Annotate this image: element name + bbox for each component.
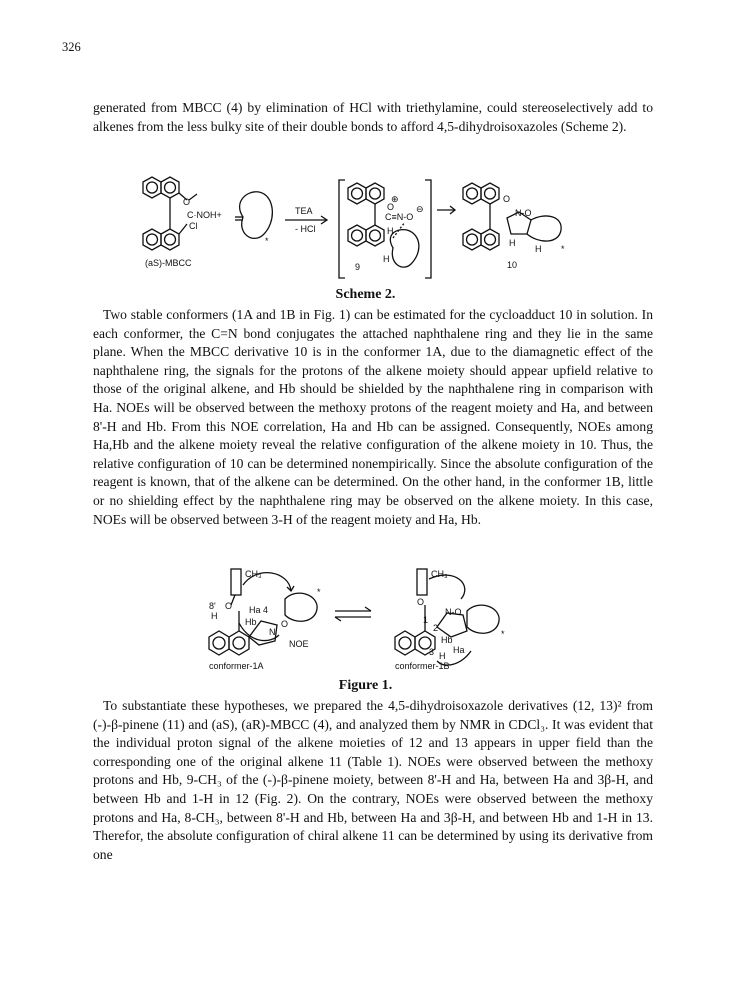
paragraph-3-text: To substantiate these hypotheses, we prepared the 4,5-dihydroisoxazole derivatives (12, 13)² from (-)-β-pinene (11) and (aS), (aR)-MBCC (4), and analyzed them by NMR in CDCl₃. It was evident that the individual proton signal of the alkene moieties of 12 and 13 appears in upper field than the corresponding one of the original alkene 11 (Table 1). NOEs were observed between the methoxy protons and Hb, 9-CH₃ of the (-)-β-pinene moiety, between 8'-H and Ha, between Ha and 3β-H, and between Hb and 1-H in 12 (Fig. 2). On the contrary, NOEs were observed between the methoxy protons and Ha, 8-CH₃, between 8'-H and Hb, between Ha and 3β-H, and between Hb and 1-H in 13. Therefor, the absolute configuration of chiral alkene 11 can be determined by using its derivative from one bbox=[93, 698, 653, 862]
scheme-noh: C·NOH+ bbox=[187, 210, 222, 220]
scheme-star-10: * bbox=[561, 244, 565, 254]
fig-o-a: O bbox=[225, 601, 233, 611]
fig-conformer-a: conformer-1A bbox=[209, 661, 264, 671]
scheme-cl: Cl bbox=[189, 221, 198, 231]
fig-ha-b: Ha bbox=[453, 645, 465, 655]
scheme-2-diagram bbox=[135, 172, 595, 284]
fig-o-b: O bbox=[417, 597, 425, 607]
fig-two: 2 bbox=[433, 623, 439, 633]
scheme-no-ring: N-O bbox=[515, 208, 532, 218]
scheme-h-a: H bbox=[387, 226, 394, 236]
fig-star-a: * bbox=[317, 587, 321, 597]
scheme-plus: ⊕ bbox=[391, 194, 399, 204]
fig-ch3-b: CH₃ bbox=[431, 569, 448, 579]
page-number: 326 bbox=[62, 40, 81, 54]
reagent-lower-naphthalene bbox=[143, 229, 179, 250]
fig-hb-b: Hb bbox=[441, 635, 453, 645]
scheme-tea: TEA bbox=[295, 206, 313, 216]
paragraph-2-text: Two stable conformers (1A and 1B in Fig. 1) can be estimated for the cycloadduct 10 in solution. In each conformer, the C=N bond conjugates the attached naphthalene ring and they lie in the same plane. When the MBCC derivative 10 is in the conformer 1A, due to the diamagnetic effect of the naphthalene ring, the signals for the protons of the alkene moiety should appear upfield relative to those of the original alkene, and Hb should be shielded by the naphthalene ring in comparison with Ha. NOEs will be observed between the methoxy protons of the reagent moiety and Ha, and between 8'-H and Hb. From this NOE correlation, Ha and Hb can be assigned. Consequently, NOEs among Ha,Hb and the alkene moiety reveal the relative configuration of the alkene moiety in 10. Thus, the relative configuration of 10 can be determined nonempirically. Since the absolute configuration of the reagent is known, that of the alkene can be determined. On the other hand, in the conformer 1B, little or no shielding effect by the naphthalene ring may be observed on the alkene moiety. In this case, NOEs will be observed between 3-H of the reagent moiety and Ha, Hb. bbox=[93, 307, 653, 527]
figure-caption: Figure 1. bbox=[338, 678, 393, 693]
fig-n-a: N bbox=[269, 627, 276, 637]
fig-conformer-b: conformer-1B bbox=[395, 661, 450, 671]
scheme-o3: O bbox=[503, 194, 511, 204]
scheme-minus: ⊖ bbox=[416, 204, 424, 214]
scheme-h-b: H bbox=[383, 254, 390, 264]
fig-h3: H bbox=[439, 651, 446, 661]
fig-h8: H bbox=[211, 611, 218, 621]
fig-eight-prime: 8' bbox=[209, 601, 216, 611]
fig-ha-a: Ha bbox=[249, 605, 261, 615]
figure-1-diagram bbox=[205, 565, 535, 675]
scheme-nitrile-oxide: C≡N-O bbox=[385, 212, 414, 222]
scheme-h10b: H bbox=[535, 244, 542, 254]
fig-ch3-a: CH₃ bbox=[245, 569, 262, 579]
scheme-star: * bbox=[265, 236, 269, 246]
fig-no-b: N-O bbox=[445, 607, 462, 617]
fig-three: 3 bbox=[429, 647, 435, 657]
fig-o-ring-a: O bbox=[281, 619, 289, 629]
scheme-compound-9: 9 bbox=[355, 262, 361, 272]
scheme-hcl: - HCl bbox=[295, 224, 316, 234]
fig-star-b: * bbox=[501, 629, 505, 639]
paragraph-2 bbox=[93, 306, 653, 529]
scheme-o2: O bbox=[387, 202, 395, 212]
reagent-upper-naphthalene bbox=[143, 177, 179, 198]
alkene-partner bbox=[235, 192, 272, 239]
scheme-caption: Scheme 2. bbox=[335, 287, 396, 302]
paragraph-1-text: generated from MBCC (4) by elimination of HCl with triethylamine, could stereoselectively add to alkenes from the less bulky site of their double bonds to afford 4,5-dihydroisoxazoles (Scheme 2). bbox=[93, 100, 653, 134]
scheme-compound-10: 10 bbox=[507, 260, 518, 270]
fig-hb-a: Hb bbox=[245, 617, 257, 627]
fig-four: 4 bbox=[263, 605, 269, 615]
scheme-h10a: H bbox=[509, 238, 516, 248]
scheme-reagent-label: (aS)-MBCC bbox=[145, 258, 192, 268]
paragraph-1 bbox=[93, 99, 653, 136]
fig-one: 1 bbox=[423, 615, 429, 625]
paragraph-3 bbox=[93, 697, 653, 864]
scheme-o1: O bbox=[183, 197, 191, 207]
fig-noe: NOE bbox=[289, 639, 309, 649]
